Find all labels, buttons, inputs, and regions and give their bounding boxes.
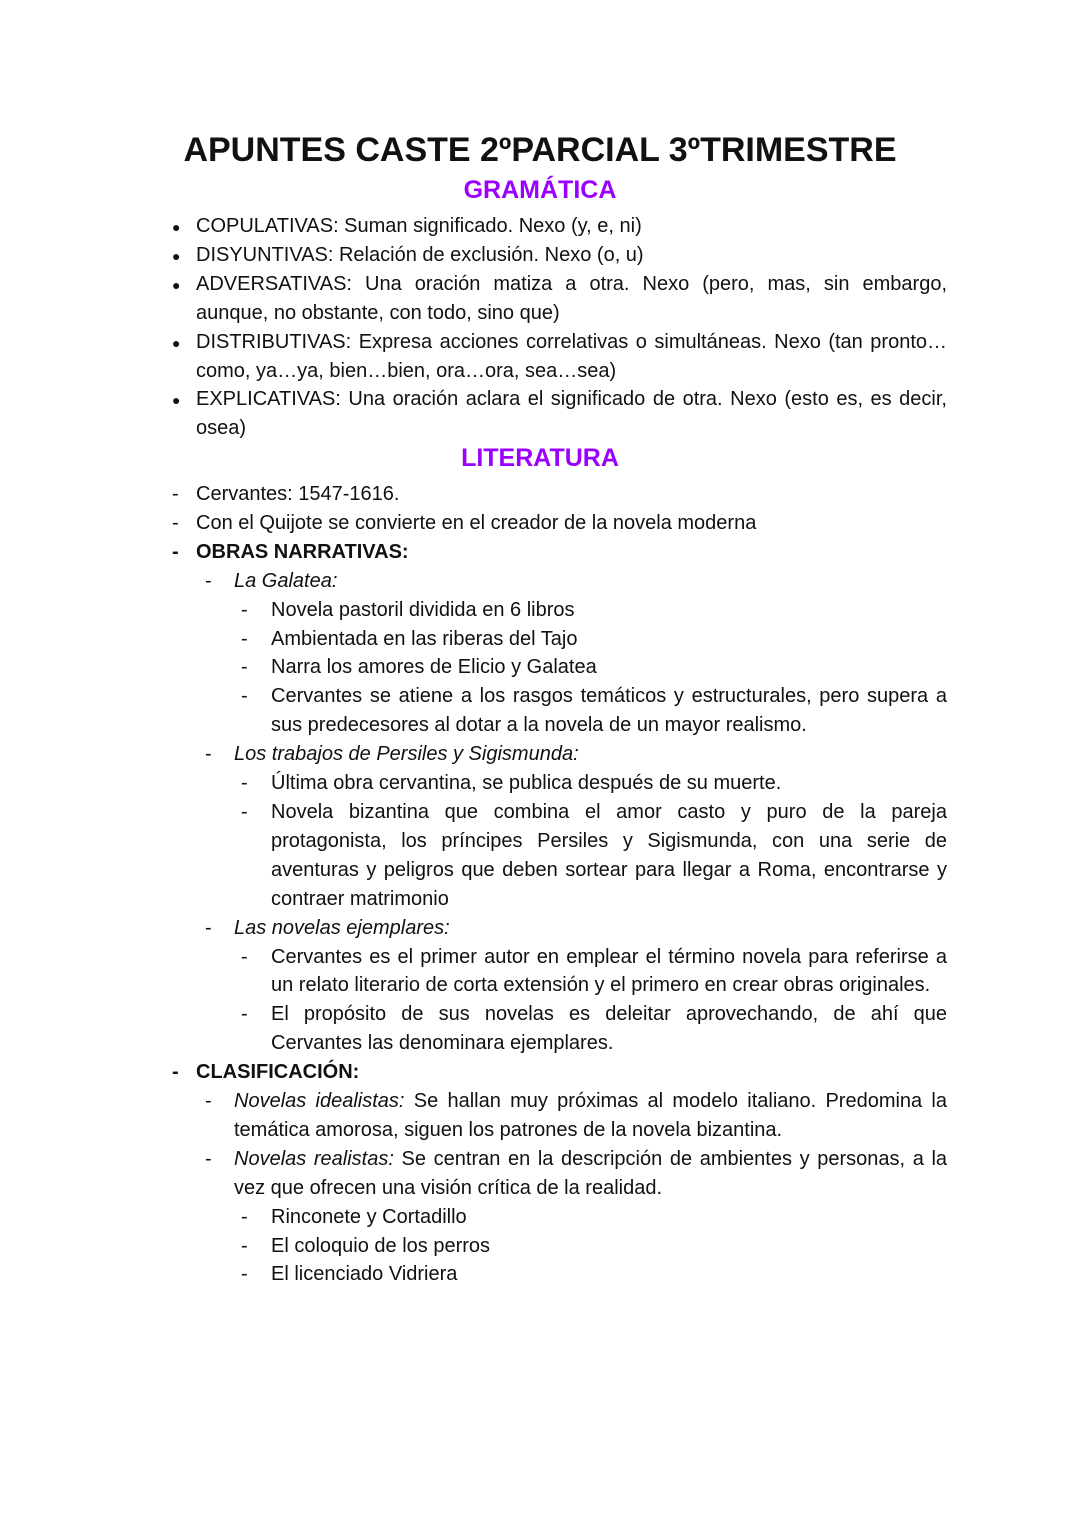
list-item (172, 509, 947, 538)
dash-icon: - (172, 540, 179, 563)
item-text: Ambientada en las riberas del Tajo (271, 627, 578, 650)
bullet-icon: ● (172, 392, 181, 409)
list-item (172, 328, 947, 386)
item-text: Las novelas ejemplares: (234, 916, 450, 939)
list-item (241, 1203, 947, 1232)
item-text: Cervantes es el primer autor en emplear el término novela para referirse a un relato literario de corta extensión y el primero en crear obras originales. (271, 945, 947, 997)
list-item (241, 943, 947, 1001)
list-item (241, 798, 947, 914)
item-text: Última obra cervantina, se publica después de su muerte. (271, 772, 782, 795)
dash-icon: - (172, 511, 179, 534)
list-item (205, 740, 947, 769)
item-text: CLASIFICACIÓN: (196, 1061, 360, 1084)
item-text: El licenciado Vidriera (271, 1263, 458, 1286)
list-item (241, 653, 947, 682)
dash-icon: - (205, 743, 212, 766)
dash-icon: - (172, 1061, 179, 1084)
item-text: Rinconete y Cortadillo (271, 1205, 467, 1228)
list-item (241, 596, 947, 625)
heading-literatura: LITERATURA (461, 444, 619, 472)
dash-icon: - (241, 772, 248, 795)
item-text: Narra los amores de Elicio y Galatea (271, 656, 597, 679)
list-item (241, 769, 947, 798)
item-text: Se centran en la descripción de ambientes y personas, a la vez que ofrecen una visión crítica de la realidad. (234, 1147, 948, 1199)
dash-icon: - (241, 1003, 248, 1026)
dash-icon: - (205, 916, 212, 939)
list-item (172, 241, 947, 270)
list-item (241, 1260, 947, 1289)
dash-icon: - (205, 1147, 212, 1170)
bullet-icon: ● (172, 276, 181, 293)
dash-icon: - (205, 569, 212, 592)
dash-icon: - (241, 627, 248, 650)
bullet-icon: ● (172, 247, 181, 264)
gramatica-list (0, 212, 1080, 443)
list-item (172, 480, 947, 509)
bullet-icon: ● (172, 219, 181, 235)
item-text: Se hallan muy próximas al modelo italiano. Predomina la temática amorosa, siguen los patrones de la novela bizantina. (234, 1090, 948, 1141)
dash-icon: - (241, 1205, 248, 1228)
item-text: El propósito de sus novelas es deleitar aprovechando, de ahí que Cervantes las denominara ejemplares. (271, 1003, 947, 1055)
dash-icon: - (241, 656, 248, 679)
item-text: Novela bizantina que combina el amor casto y puro de la pareja protagonista, los príncipes Persiles y Sigismunda, con una serie de aventuras y peligros que deben sortear para llegar a Roma, encontrarse y contraer matrimonio (271, 800, 947, 910)
bullet-icon: ● (172, 334, 181, 351)
item-label: Novelas realistas: (234, 1147, 394, 1170)
list-item (205, 1145, 948, 1203)
dash-icon: - (205, 1090, 212, 1113)
list-item (241, 1000, 947, 1058)
document-title: APUNTES CASTE 2ºPARCIAL 3ºTRIMESTRE (183, 131, 897, 169)
dash-icon: - (172, 483, 179, 505)
dash-icon: - (241, 1234, 248, 1257)
list-item (241, 625, 947, 654)
item-text: Cervantes: 1547-1616. (196, 483, 400, 505)
item-text: Con el Quijote se convierte en el creador de la novela moderna (196, 511, 757, 534)
dash-icon: - (241, 1263, 248, 1286)
dash-icon: - (241, 598, 248, 621)
list-item (205, 914, 947, 943)
item-text: Novela pastoril dividida en 6 libros (271, 598, 575, 621)
item-text: OBRAS NARRATIVAS: (196, 540, 409, 563)
dash-icon: - (241, 800, 248, 823)
item-text: EXPLICATIVAS: Una oración aclara el significado de otra. Nexo (esto es, es decir, osea) (196, 388, 947, 440)
list-item (172, 270, 947, 328)
heading-gramatica: GRAMÁTICA (463, 176, 617, 204)
literatura-list (0, 480, 1080, 1289)
list-item (172, 1058, 947, 1087)
item-text: Los trabajos de Persiles y Sigismunda: (234, 743, 579, 766)
list-item (172, 385, 947, 443)
item-text: COPULATIVAS: Suman significado. Nexo (y, e, ni) (196, 215, 642, 237)
item-text: La Galatea: (234, 569, 338, 592)
item-text: ADVERSATIVAS: Una oración matiza a otra. Nexo (pero, mas, sin embargo, aunque, no obstante, con todo, sino que) (196, 272, 947, 324)
dash-icon: - (241, 685, 248, 708)
item-label: Novelas idealistas: (234, 1090, 405, 1113)
dash-icon: - (241, 945, 248, 968)
list-item (205, 567, 947, 596)
item-text: DISYUNTIVAS: Relación de exclusión. Nexo (o, u) (196, 243, 644, 266)
item-text: El coloquio de los perros (271, 1234, 491, 1257)
list-item (241, 1232, 947, 1261)
list-item (172, 538, 947, 567)
item-text: DISTRIBUTIVAS: Expresa acciones correlativas o simultáneas. Nexo (tan pronto… como, ya…ya, bien…bien, ora…ora, sea…sea) (196, 330, 947, 382)
list-item (172, 212, 947, 241)
list-item (241, 682, 947, 740)
item-text: Cervantes se atiene a los rasgos temáticos y estructurales, pero supera a sus predecesores al dotar a la novela de un mayor realismo. (271, 685, 947, 737)
list-item (205, 1087, 948, 1145)
